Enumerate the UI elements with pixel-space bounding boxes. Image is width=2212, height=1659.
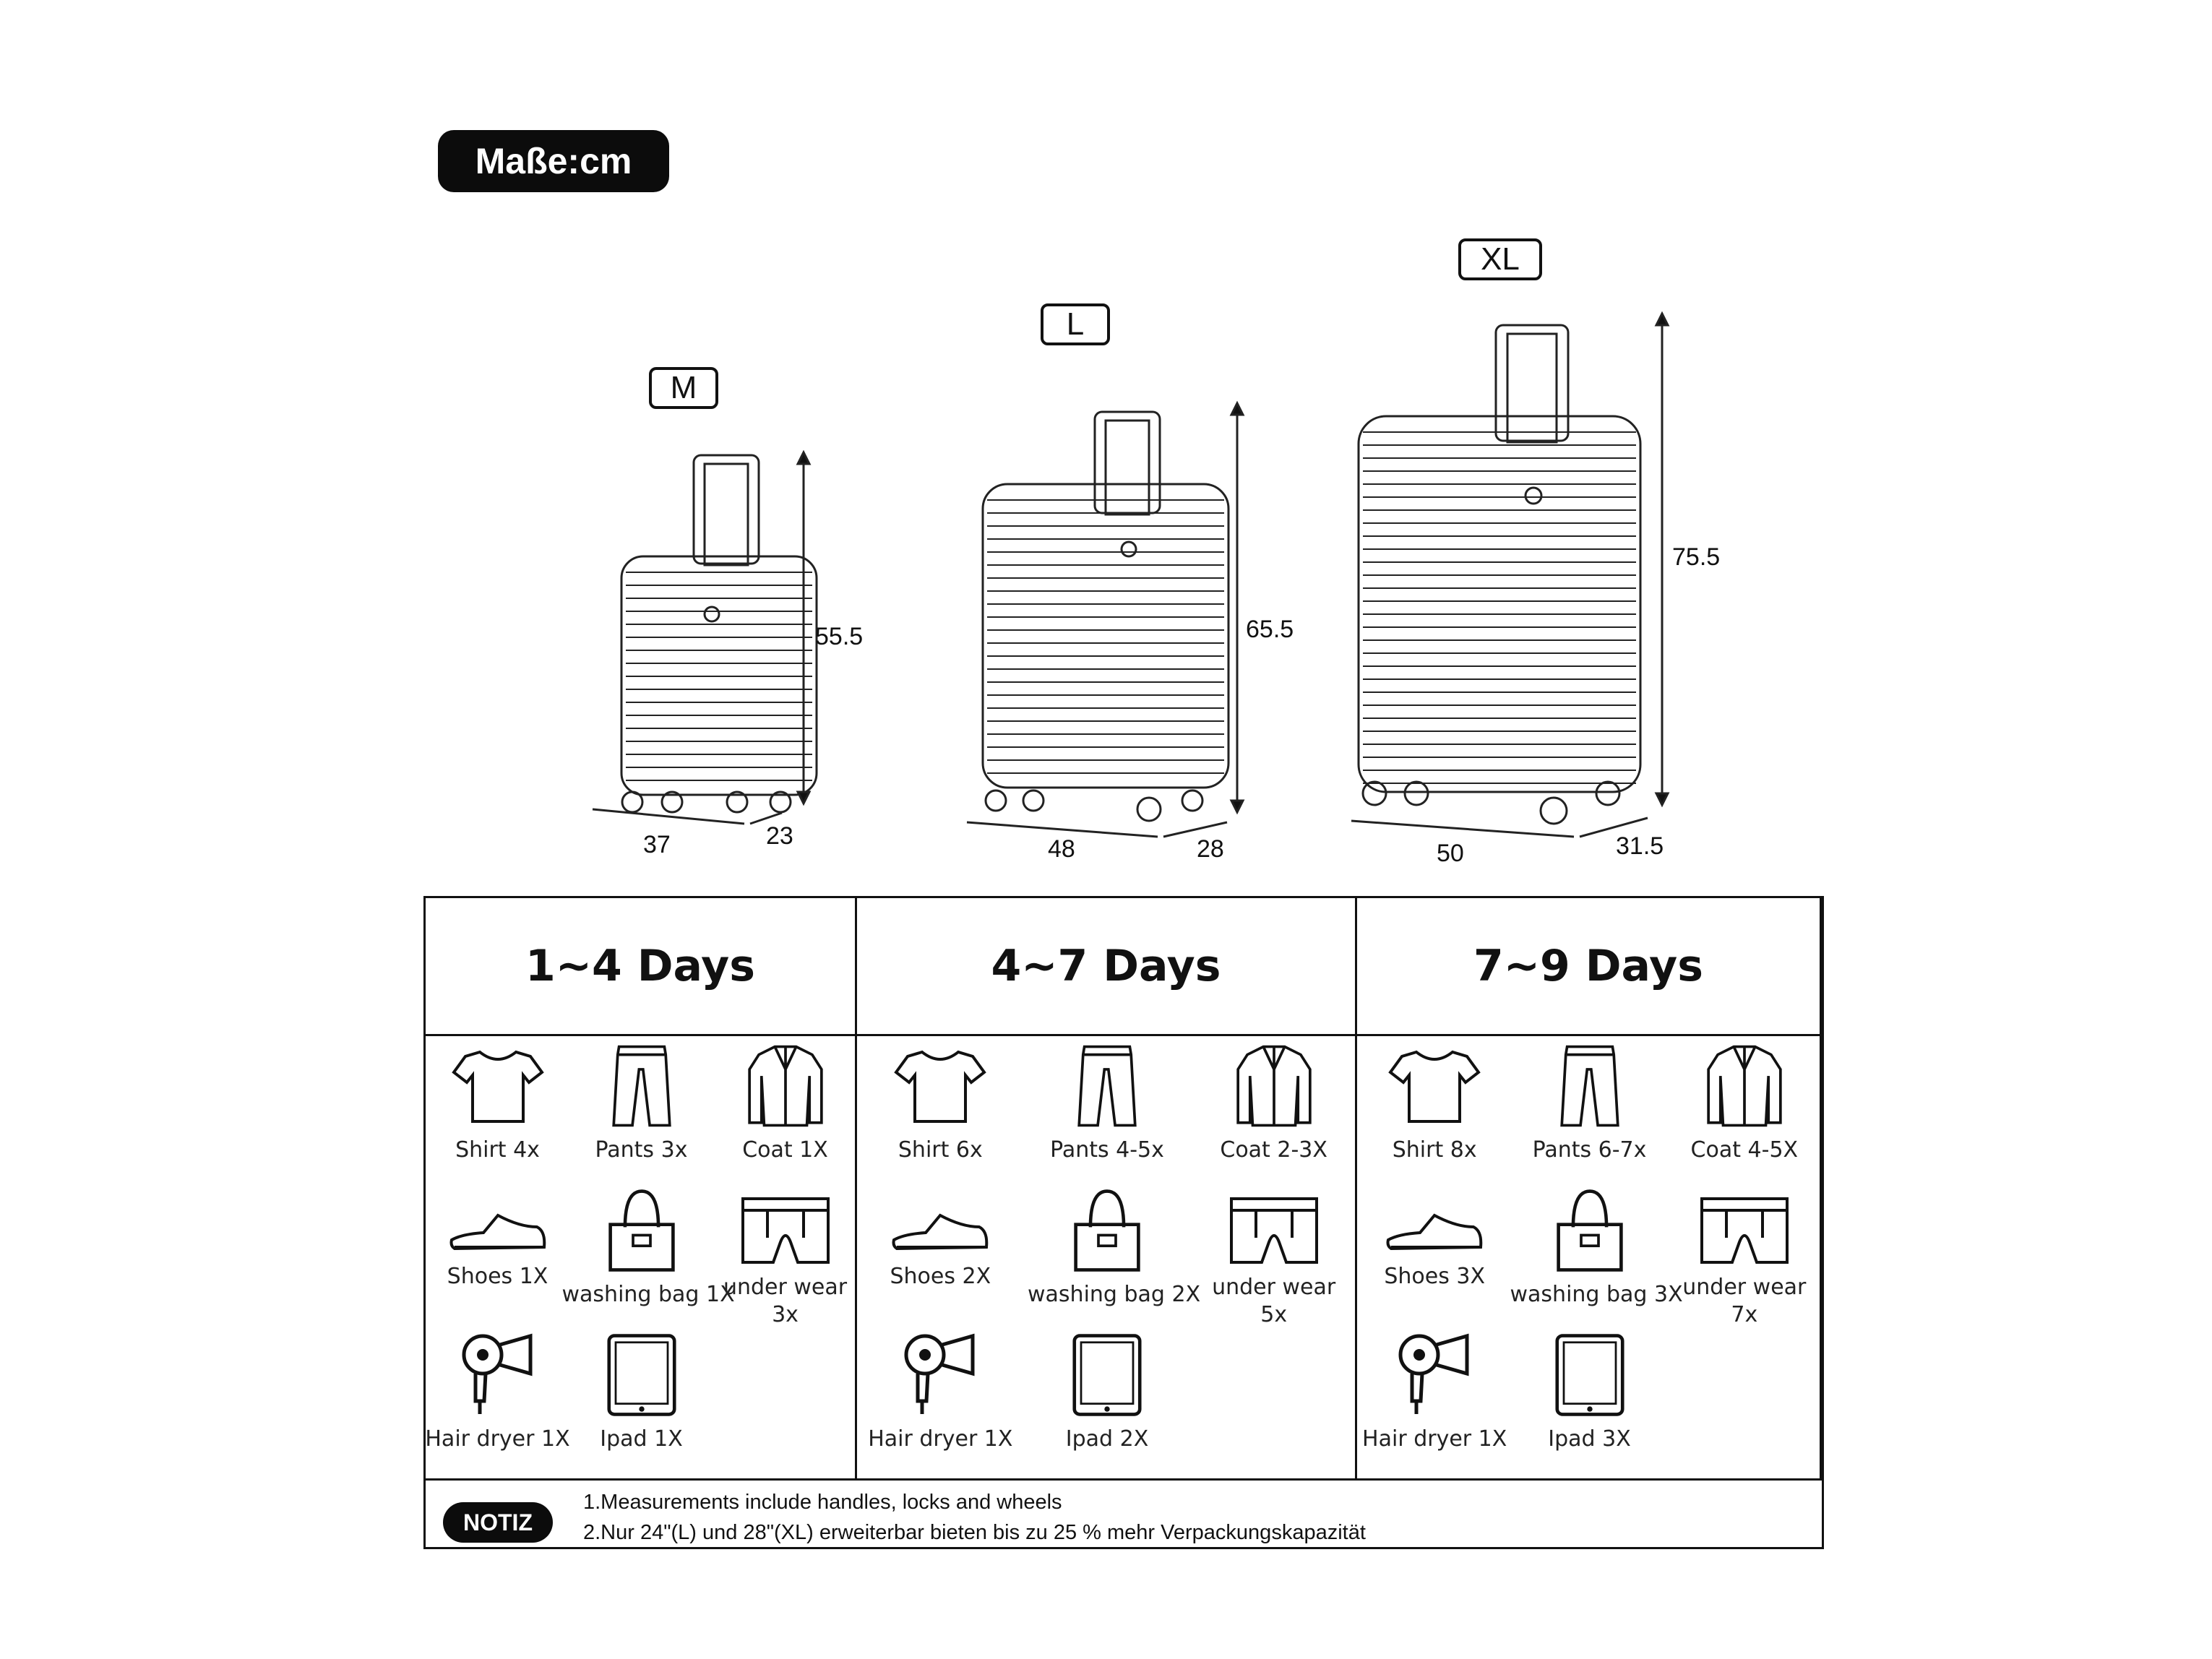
packing-item-label: Ipad 3X bbox=[1548, 1426, 1631, 1452]
page-title: Maße:cm bbox=[438, 130, 669, 192]
packing-item bbox=[1510, 1043, 1669, 1164]
packing-column-7-9-days bbox=[1357, 898, 1822, 1478]
size-tag-l: L bbox=[1041, 303, 1110, 345]
packing-item-label: Shirt 6x bbox=[898, 1137, 983, 1163]
packing-item bbox=[1028, 1332, 1187, 1453]
packing-item-label: Shoes 2X bbox=[890, 1264, 991, 1289]
dim-height-xl: 75.5 bbox=[1672, 543, 1721, 571]
packing-item bbox=[418, 1043, 577, 1164]
coat-icon bbox=[742, 1043, 829, 1129]
packing-item-label: Ipad 1X bbox=[600, 1426, 683, 1452]
dim-depth-m: 23 bbox=[766, 822, 793, 850]
tablet-icon bbox=[1550, 1332, 1630, 1418]
note-line-2: 2.Nur 24"(L) und 28"(XL) erweiterbar bieten bis zu 25 % mehr Verpackungskapazität bbox=[583, 1521, 1366, 1544]
packing-item-label: Pants 4-5x bbox=[1050, 1137, 1164, 1163]
packing-item-label: Shoes 3X bbox=[1384, 1264, 1486, 1289]
column-title: 7~9 Days bbox=[1357, 898, 1820, 1036]
packing-item-label: Coat 2-3X bbox=[1220, 1137, 1327, 1163]
packing-item bbox=[418, 1332, 577, 1453]
pants-icon bbox=[1554, 1043, 1626, 1129]
notes-section bbox=[426, 1478, 1822, 1547]
packing-item bbox=[1028, 1187, 1201, 1309]
size-tag-xl: XL bbox=[1458, 238, 1542, 280]
underwear-icon bbox=[1697, 1194, 1791, 1267]
shoe-icon bbox=[1384, 1205, 1485, 1256]
packing-item-label: Coat 1X bbox=[742, 1137, 828, 1163]
packing-item-label: Pants 6-7x bbox=[1532, 1137, 1647, 1163]
tablet-icon bbox=[602, 1332, 681, 1418]
packing-item-label-quantity: 5x bbox=[1260, 1302, 1288, 1327]
column-title: 1~4 Days bbox=[426, 898, 855, 1036]
note-line-1: 1.Measurements include handles, locks and wheels bbox=[583, 1491, 1062, 1514]
packing-column-1-4-days bbox=[426, 898, 857, 1478]
packing-item bbox=[562, 1332, 721, 1453]
packing-item bbox=[1665, 1043, 1824, 1164]
column-title: 4~7 Days bbox=[857, 898, 1355, 1036]
washing-bag-icon bbox=[602, 1187, 681, 1274]
shirt-icon bbox=[451, 1043, 545, 1129]
coat-icon bbox=[1701, 1043, 1788, 1129]
dim-depth-xl: 31.5 bbox=[1616, 832, 1664, 860]
packing-item-label: Ipad 2X bbox=[1065, 1426, 1149, 1452]
shirt-icon bbox=[1387, 1043, 1481, 1129]
dim-height-m: 55.5 bbox=[815, 623, 864, 650]
packing-item-label: under wear bbox=[1682, 1275, 1807, 1300]
suitcase-m-illustration bbox=[593, 448, 824, 853]
packing-item bbox=[418, 1187, 577, 1290]
packing-item bbox=[1195, 1187, 1354, 1329]
dim-width-l: 48 bbox=[1048, 835, 1075, 863]
packing-item bbox=[1028, 1043, 1187, 1164]
packing-item bbox=[562, 1043, 721, 1164]
packing-item-label: under wear bbox=[1212, 1275, 1336, 1300]
notiz-badge: NOTIZ bbox=[443, 1502, 553, 1543]
packing-item-label: Hair dryer 1X bbox=[868, 1426, 1013, 1452]
packing-item bbox=[1665, 1187, 1824, 1329]
size-tag-m: M bbox=[649, 367, 718, 409]
packing-item-label-quantity: 7x bbox=[1731, 1302, 1758, 1327]
packing-item bbox=[1195, 1043, 1354, 1164]
packing-item bbox=[1355, 1332, 1514, 1453]
packing-item bbox=[861, 1043, 1020, 1164]
dim-depth-l: 28 bbox=[1197, 835, 1224, 863]
packing-item bbox=[861, 1187, 1020, 1290]
tablet-icon bbox=[1067, 1332, 1147, 1418]
packing-item bbox=[1510, 1187, 1683, 1309]
shoe-icon bbox=[447, 1205, 548, 1256]
packing-item bbox=[706, 1043, 865, 1164]
packing-item-label: Shoes 1X bbox=[447, 1264, 548, 1289]
packing-item-label: Hair dryer 1X bbox=[425, 1426, 570, 1452]
coat-icon bbox=[1231, 1043, 1317, 1129]
pants-icon bbox=[1071, 1043, 1143, 1129]
underwear-icon bbox=[739, 1194, 832, 1267]
packing-item-label: Shirt 4x bbox=[455, 1137, 540, 1163]
packing-item bbox=[561, 1187, 735, 1309]
packing-item-label: Pants 3x bbox=[595, 1137, 688, 1163]
hair-dryer-icon bbox=[900, 1332, 980, 1418]
washing-bag-icon bbox=[1550, 1187, 1630, 1274]
packing-item-label-quantity: 3x bbox=[772, 1302, 799, 1327]
packing-item-label: under wear bbox=[723, 1275, 848, 1300]
packing-item bbox=[1355, 1187, 1514, 1290]
packing-item-label: washing bag 2X bbox=[1028, 1282, 1201, 1307]
packing-item bbox=[1355, 1043, 1514, 1164]
dim-width-m: 37 bbox=[643, 831, 671, 858]
shoe-icon bbox=[890, 1205, 991, 1256]
hair-dryer-icon bbox=[1395, 1332, 1474, 1418]
packing-column-4-7-days bbox=[857, 898, 1357, 1478]
packing-item-label: washing bag 1X bbox=[561, 1282, 735, 1307]
pants-icon bbox=[606, 1043, 678, 1129]
dim-height-l: 65.5 bbox=[1246, 616, 1294, 643]
suitcase-xl-illustration bbox=[1344, 311, 1669, 860]
packing-item bbox=[1510, 1332, 1669, 1453]
packing-item-label: Shirt 8x bbox=[1392, 1137, 1477, 1163]
suitcase-l-illustration bbox=[961, 397, 1250, 860]
underwear-icon bbox=[1227, 1194, 1321, 1267]
packing-item bbox=[706, 1187, 865, 1329]
packing-item-label: Coat 4-5X bbox=[1690, 1137, 1799, 1163]
hair-dryer-icon bbox=[458, 1332, 538, 1418]
packing-item-label: Hair dryer 1X bbox=[1362, 1426, 1507, 1452]
packing-item bbox=[861, 1332, 1020, 1453]
shirt-icon bbox=[893, 1043, 987, 1129]
packing-item-label: washing bag 3X bbox=[1510, 1282, 1683, 1307]
washing-bag-icon bbox=[1067, 1187, 1147, 1274]
packing-table bbox=[423, 896, 1824, 1549]
dim-width-xl: 50 bbox=[1437, 840, 1464, 867]
